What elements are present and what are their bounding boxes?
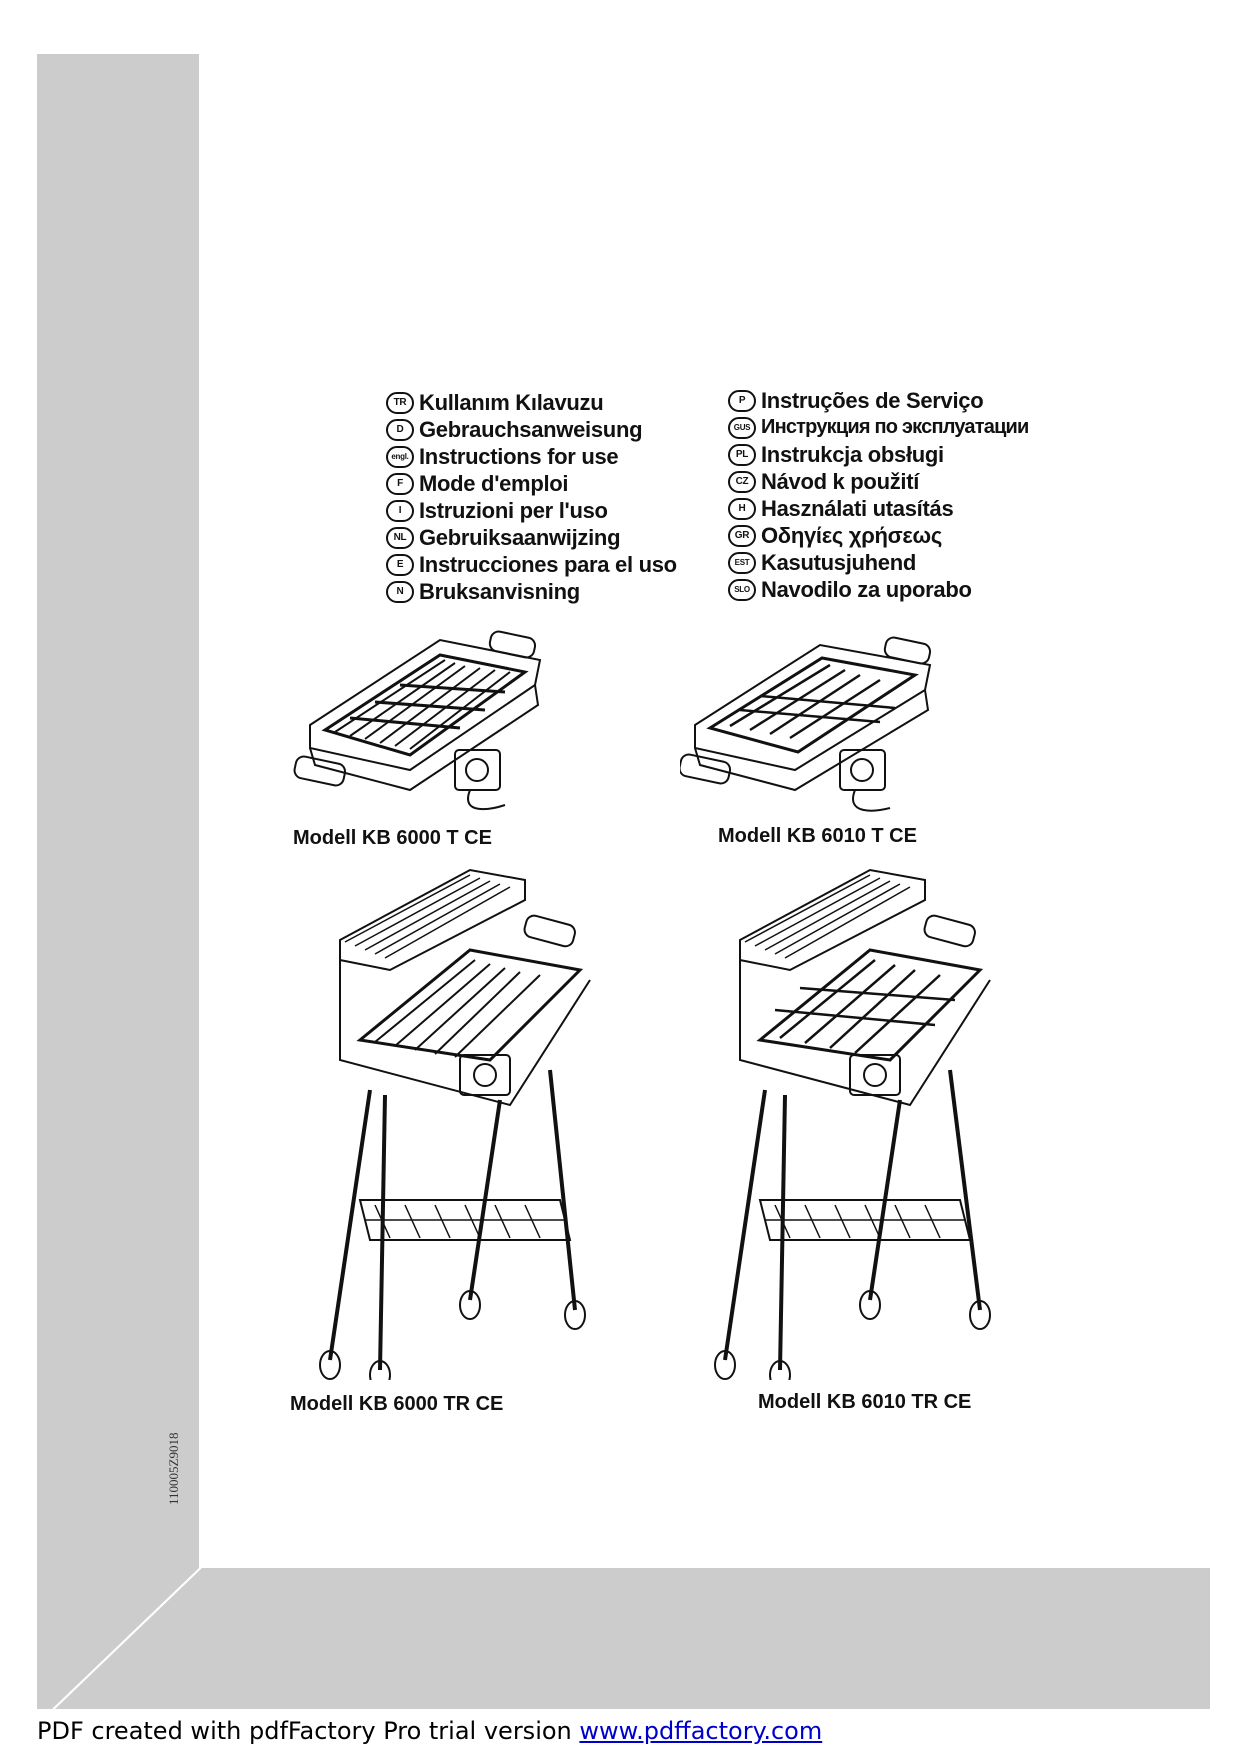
lang-label: Navodilo za uporabo (761, 576, 972, 602)
badge-icon: D (386, 419, 414, 441)
lang-label: Instruções de Serviço (761, 387, 984, 413)
lang-label: Instrucciones para el uso (419, 551, 677, 577)
language-list-right (728, 387, 1029, 603)
lang-item (386, 551, 677, 578)
badge-icon: E (386, 554, 414, 576)
badge-icon: CZ (728, 471, 756, 493)
lang-label: Instrukcja obsługi (761, 441, 944, 467)
lang-label: Инструкция по эксплуатации (761, 416, 1029, 438)
lang-label: Kullanım Kılavuzu (419, 389, 604, 415)
lang-item (728, 441, 1029, 468)
lang-item (386, 578, 677, 605)
lang-label: Kasutusjuhend (761, 549, 916, 575)
lang-label: Instructions for use (419, 443, 619, 469)
model-label: Modell KB 6010 T CE (718, 825, 917, 847)
badge-icon: engl. (386, 446, 414, 468)
lang-label: Návod k použití (761, 468, 920, 494)
document-code: 110005Z9018 (166, 1432, 181, 1505)
model-label: Modell KB 6000 TR CE (290, 1393, 504, 1415)
lang-item (728, 495, 1029, 522)
lang-item (386, 443, 677, 470)
lang-item (386, 497, 677, 524)
lang-label: Οδηγίες χρήσεως (761, 522, 942, 548)
lang-item (728, 576, 1029, 603)
badge-icon: P (728, 390, 756, 412)
lang-item (728, 387, 1029, 414)
language-list-left (386, 389, 677, 605)
badge-icon: PL (728, 444, 756, 466)
model-label: Modell KB 6000 T CE (293, 827, 492, 849)
lang-label: Istruzioni per l'uso (419, 497, 608, 523)
table-grill-illustration (680, 630, 960, 820)
model-label: Modell KB 6010 TR CE (758, 1391, 972, 1413)
lang-label: Használati utasítás (761, 495, 954, 521)
pdffactory-link[interactable]: www.pdffactory.com (579, 1717, 823, 1745)
lang-item (728, 549, 1029, 576)
stand-grill-illustration (690, 860, 1030, 1380)
badge-icon: EST (728, 552, 756, 574)
badge-icon: SLO (728, 579, 756, 601)
lang-item (386, 416, 677, 443)
badge-icon: I (386, 500, 414, 522)
badge-icon: GUS (728, 417, 756, 439)
lang-item (728, 522, 1029, 549)
badge-icon: TR (386, 392, 414, 414)
lang-item (386, 389, 677, 416)
pdf-footer (37, 1717, 822, 1745)
badge-icon: F (386, 473, 414, 495)
lang-item (728, 414, 1029, 441)
lang-item (386, 524, 677, 551)
lang-label: Bruksanvisning (419, 578, 580, 604)
stand-grill-illustration (300, 860, 640, 1380)
badge-icon: H (728, 498, 756, 520)
badge-icon: N (386, 581, 414, 603)
lang-item (728, 468, 1029, 495)
badge-icon: GR (728, 525, 756, 547)
diagonal-cut-decoration (37, 1568, 1210, 1709)
lang-item (386, 470, 677, 497)
lang-label: Gebruiksaanwijzing (419, 524, 621, 550)
table-grill-illustration (290, 630, 570, 820)
lang-label: Mode d'emploi (419, 470, 569, 496)
badge-icon: NL (386, 527, 414, 549)
footer-prefix: PDF created with pdfFactory Pro trial version (37, 1717, 580, 1745)
lang-label: Gebrauchsanweisung (419, 416, 643, 442)
